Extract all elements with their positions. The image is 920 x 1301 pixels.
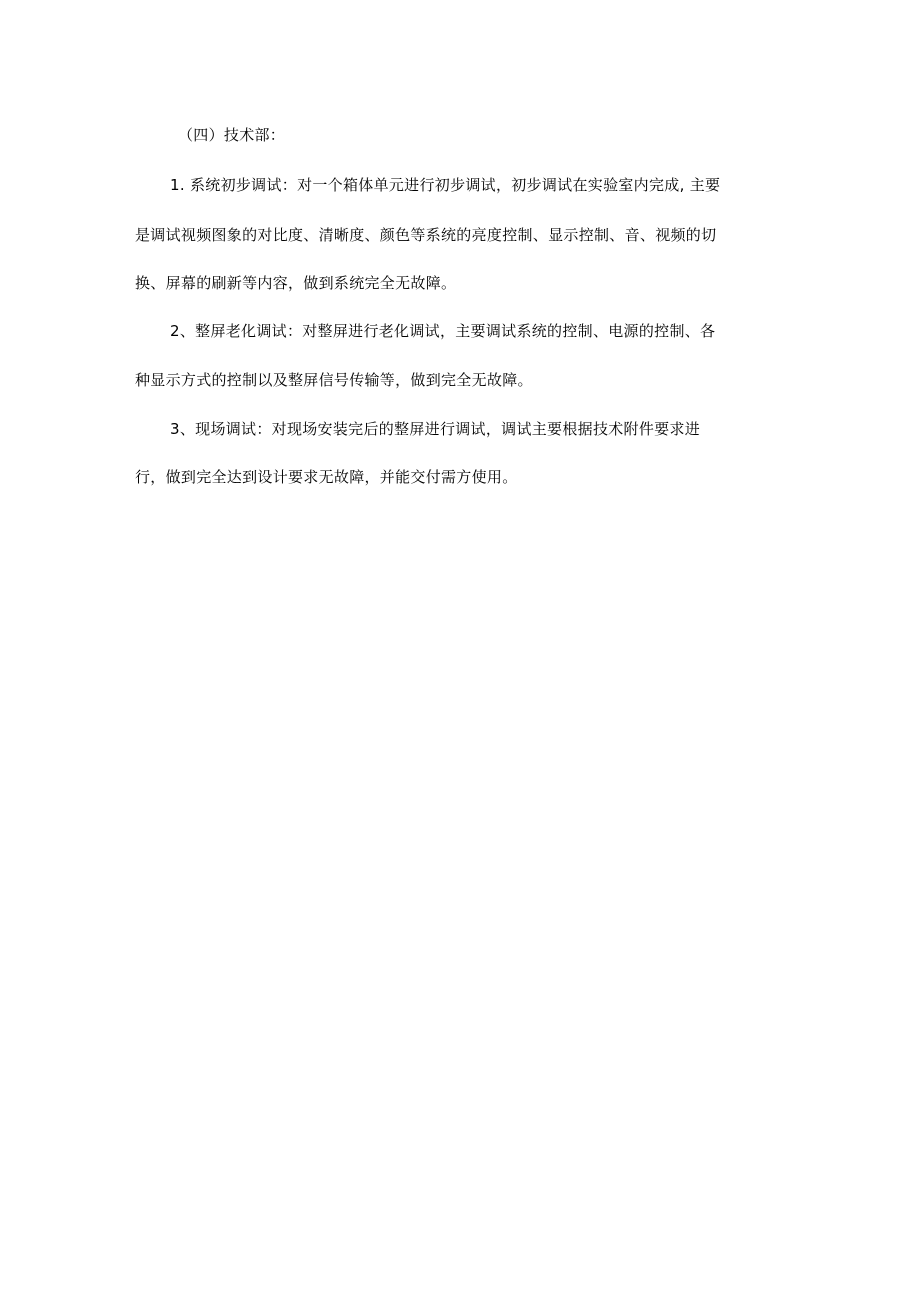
- section-heading: （四）技术部：: [178, 126, 286, 144]
- paragraph-3-line-1: 3、现场调试：对现场安装完后的整屏进行调试，调试主要根据技术附件要求进: [170, 420, 701, 438]
- paragraph-1-line-2: 是调试视频图象的对比度、清晰度、颜色等系统的亮度控制、显示控制、音、视频的切: [135, 226, 717, 244]
- paragraph-2-line-1: 2、整屏老化调试：对整屏进行老化调试，主要调试系统的控制、电源的控制、各: [170, 322, 716, 340]
- paragraph-3-line-2: 行，做到完全达到设计要求无故障，并能交付需方使用。: [135, 468, 518, 486]
- paragraph-1-line-3: 换、屏幕的刷新等内容，做到系统完全无故障。: [135, 274, 457, 292]
- paragraph-2-line-2: 种显示方式的控制以及整屏信号传输等，做到完全无故障。: [135, 371, 533, 389]
- paragraph-1-line-1: 1. 系统初步调试：对一个箱体单元进行初步调试，初步调试在实验室内完成, 主要: [170, 176, 721, 194]
